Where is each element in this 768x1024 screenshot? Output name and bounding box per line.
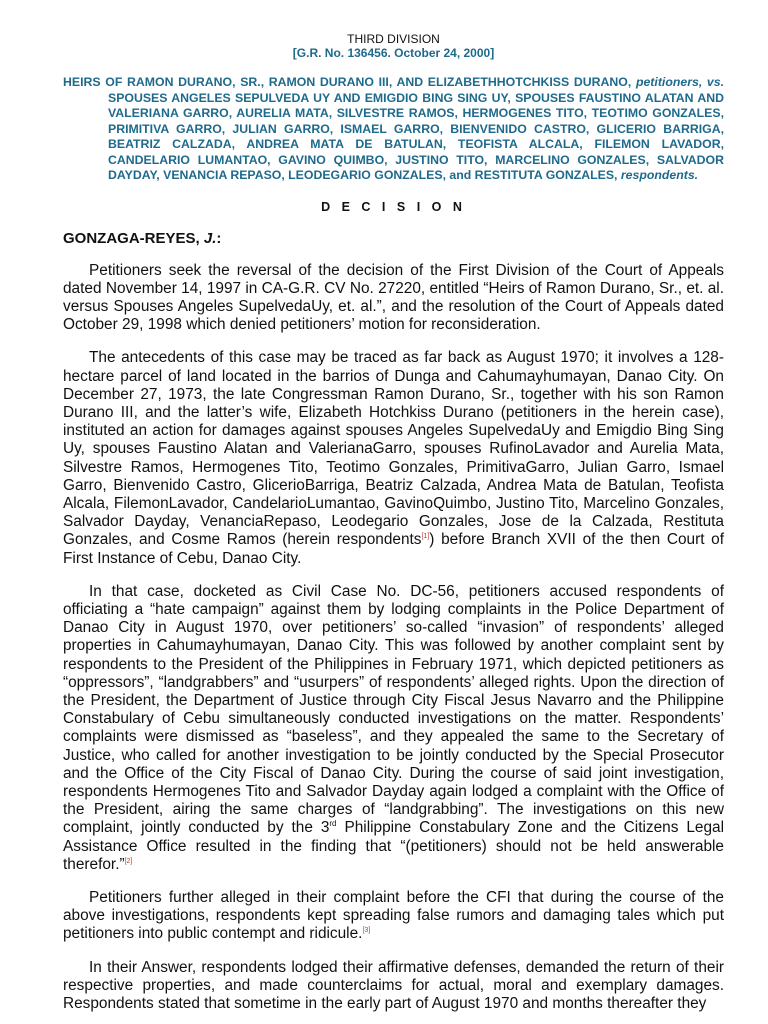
petitioners-names: HEIRS OF RAMON DURANO, SR., RAMON DURANO III, AND ELIZABETHHOTCHKISS DURANO, — [63, 75, 632, 89]
ponente — [63, 230, 724, 247]
paragraph-4-text: Petitioners further alleged in their complaint before the CFI that during the course of the above investigations, respondents kept spreading false rumors and damaging tales which put petitioners into public contempt and ridicule. — [63, 889, 724, 943]
paragraph-4 — [63, 889, 724, 944]
division-label: THIRD DIVISION — [347, 32, 440, 46]
paragraph-3 — [63, 583, 724, 874]
paragraph-2-end: ) before Branch XVII of the then Court of First Instance of Cebu, Danao City. — [63, 531, 724, 567]
respondents-names: SPOUSES ANGELES SEPULVEDA UY AND EMIGDIO BING SING UY, SPOUSES FAUSTINO ALATAN AND VALERIANA GARRO, AURELIA MATA, SILVESTRE RAMOS, HERMOGENES TITO, TEOTIMO GONZALES, PRIMITIVA GARRO, JULIAN GARRO, ISMAEL GARRO, BIENVENIDO CASTRO, GLICERIO BARRIGA, BEATRIZ CALZADA, ANDREA MATA DE BATULAN, TEOFISTA ALCALA, FILEMON LAVADOR, CANDELARIO LUMANTAO, GAVINO QUIMBO, JUSTINO TITO, MARCELINO GONZALES, SALVADOR DAYDAY, VENANCIA REPASO, LEODEGARIO GONZALES, and RESTITUTA GONZALES, — [108, 90, 724, 182]
paragraph-3-text: In that case, docketed as Civil Case No. DC-56, petitioners accused respondents of officiating a “hate campaign” against them by lodging complaints in the Police Department of Danao City in August 1970, over petitioners’ so-called “invasion” of respondents’ alleged properties in Cahumayhumayan, Danao City. This was followed by another complaint sent by respondents to the President of the Philippines in February 1971, which depicted petitioners as “oppressors”, “landgrabbers” and “usurpers” of respondents’ alleged rights. Upon the direction of the President, the Department of Justice through City Fiscal Jesus Navarro and the Philippine Constabulary of Cebu simultaneously conducted investigations on the matter. Respondents’ complaints were dismissed as “baseless”, and they appealed the same to the Secretary of Justice, who called for another investigation to be jointly conducted by the Special Prosecutor and the Office of the City Fiscal of Danao City. During the course of said joint investigation, respondents Hermogenes Tito and Salvador Dayday again lodged a complaint with the Office of the President, airing the same charges of “landgrabbing”. The investigations on this new complaint, jointly conducted by the 3 — [63, 582, 724, 837]
respondents-label: respondents. — [620, 168, 699, 182]
ordinal-suffix: rd — [329, 819, 337, 829]
ponente-title: J. — [203, 229, 217, 247]
decision-heading: D E C I S I O N — [321, 199, 466, 214]
footnote-link-1[interactable]: [1] — [421, 533, 430, 541]
case-number: [G.R. No. 136456. October 24, 2000] — [292, 46, 495, 60]
paragraph-2 — [63, 349, 724, 567]
paragraph-3-end: Philippine Constabulary Zone and the Citizens Legal Assistance Office resulted in the finding that “(petitioners) should not be held answerable therefor.” — [63, 819, 725, 873]
paragraph-1: Petitioners seek the reversal of the decision of the First Division of the Court of Appeals dated November 14, 1997 in CA-G.R. CV No. 27220, entitled “Heirs of Ramon Durano, Sr., et. al. versus Spouses Angeles SupelvedaUy, et. al.”, and the resolution of the Court of Appeals dated October 29, 1998 which denied petitioners’ motion for reconsideration. — [63, 261, 724, 334]
footnote-link-2[interactable]: [2] — [124, 857, 133, 865]
paragraph-5: In their Answer, respondents lodged their affirmative defenses, demanded the return of their respective properties, and made counterclaims for actual, moral and exemplary damages. Respondents stated that sometime in the early part of August 1970 and months thereafter they — [63, 958, 724, 1013]
petitioners-label: petitioners, vs. — [635, 75, 725, 89]
paragraph-2-text: The antecedents of this case may be traced as far back as August 1970; it involves a 128-hectare parcel of land located in the barrios of Dunga and Cahumayhumayan, Danao City. On December 27, 1973, the late Congressman Ramon Durano, Sr., together with his son Ramon Durano III, and the latter’s wife, Elizabeth Hotchkiss Durano (petitioners in the herein case), instituted an action for damages against spouses Angeles SupelvedaUy and Emigdio Bing Sing Uy, spouses Faustino Alatan and ValerianaGarro, spouses RufinoLavador and Aurelia Mata, Silvestre Ramos, Hermogenes Tito, Teotimo Gonzales, PrimitivaGarro, Julian Garro, Ismael Garro, Bienvenido Castro, GlicerioBarriga, Beatriz Calzada, Andrea Mata de Batulan, Teofista Alcala, FilemonLavador, CandelarioLumantao, GavinoQuimbo, Justino Tito, Marcelino Gonzales, Salvador Dayday, VenanciaRepaso, Leodegario Gonzales, Jose de la Calzada, Restituta Gonzales, and Cosme Ramos (herein respondents — [63, 349, 724, 549]
case-parties — [63, 75, 724, 184]
ponente-name: GONZAGA-REYES, — [63, 229, 200, 247]
ponente-colon: : — [216, 229, 222, 247]
footnote-link-3[interactable]: [3] — [362, 927, 371, 935]
